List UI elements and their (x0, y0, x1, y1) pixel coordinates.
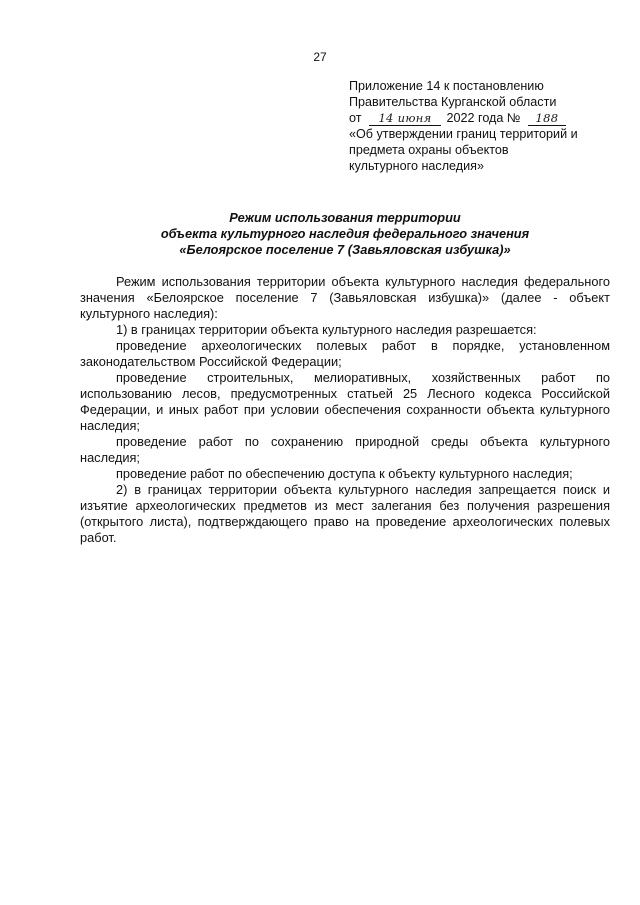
appendix-line-5: предмета охраны объектов (349, 143, 509, 157)
paragraph-permitted-heading: 1) в границах территории объекта культурного наследия разрешается: (116, 322, 537, 337)
document-title (80, 210, 610, 258)
appendix-line-4: «Об утверждении границ территорий и (349, 127, 578, 141)
handwritten-number: 188 (535, 111, 559, 125)
appendix-line-2: Правительства Курганской области (349, 95, 557, 109)
title-line-1: Режим использования территории (229, 210, 461, 225)
appendix-line-1: Приложение 14 к постановлению (349, 79, 544, 93)
date-day-field (369, 112, 441, 126)
paragraph-permitted-construction: проведение строительных, мелиоративных, хозяйственных работ по использованию лесов, предусмотренных статьей 25 Лесного кодекса Российской Федерации, и иных работ при условии обеспечения сохранности объекта культурного наследия; (80, 370, 610, 433)
document-number-field (528, 112, 566, 126)
appendix-date-line (349, 110, 619, 126)
title-line-2: объекта культурного наследия федерального значения (160, 226, 530, 241)
paragraph-intro: Режим использования территории объекта культурного наследия федерального значения «Белоярское поселение 7 (Завьяловская избушка)» (далее - объект культурного наследия): (80, 274, 610, 321)
date-prefix: от (349, 111, 362, 125)
paragraph-permitted-archaeology: проведение археологических полевых работ в порядке, установленном законодательством Российской Федерации; (80, 338, 610, 369)
page-number: 27 (313, 50, 327, 64)
paragraph-permitted-access: проведение работ по обеспечению доступа к объекту культурного наследия; (116, 466, 573, 481)
appendix-header (349, 78, 619, 174)
title-line-3: «Белоярское поселение 7 (Завьяловская избушка)» (179, 242, 511, 257)
document-body (80, 274, 610, 546)
number-sign: № (506, 111, 521, 125)
paragraph-permitted-nature: проведение работ по сохранению природной среды объекта культурного наследия; (80, 434, 610, 465)
appendix-line-6: культурного наследия» (349, 159, 484, 173)
handwritten-date: 14 июня (378, 111, 432, 125)
paragraph-prohibited: 2) в границах территории объекта культурного наследия запрещается поиск и изъятие археологических предметов из мест залегания без получения разрешения (открытого листа), подтверждающего право на проведение археологических полевых работ. (80, 482, 610, 545)
date-year: 2022 года (446, 111, 504, 125)
